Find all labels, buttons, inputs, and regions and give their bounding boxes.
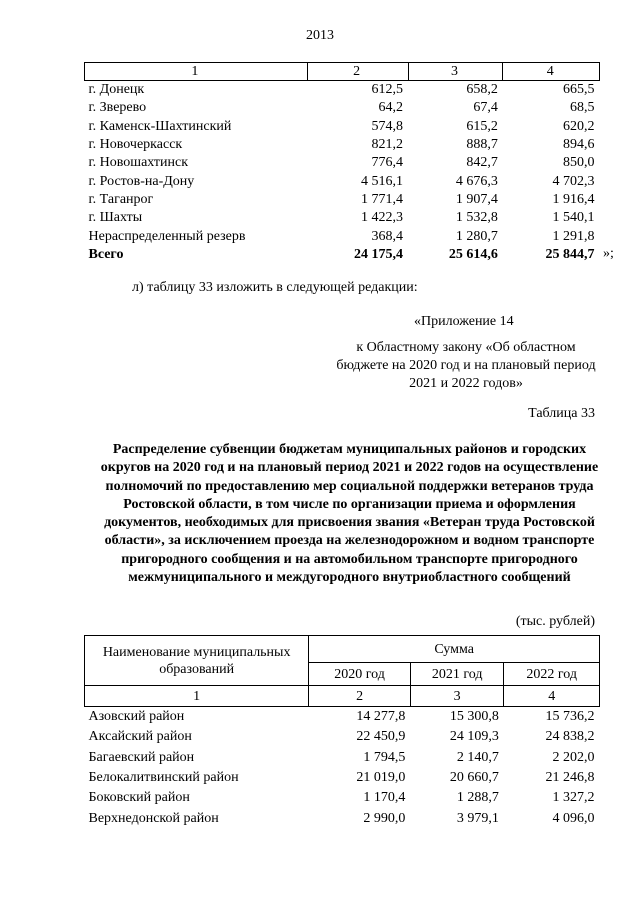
- municipality-name: г. Шахты: [88, 210, 143, 226]
- value-2021: 24 109,3: [449, 729, 499, 745]
- value-2022: 15 736,2: [545, 709, 595, 725]
- page-number: 2013: [306, 28, 334, 43]
- value-2020: 4 516,1: [361, 173, 404, 189]
- value-2022: 4 702,3: [552, 173, 595, 189]
- column-number: 1: [85, 63, 308, 81]
- value-2022: 2 202,0: [552, 749, 595, 765]
- value-2021: 20 660,7: [449, 770, 499, 786]
- table-row: [85, 788, 600, 808]
- value-2022: 68,5: [570, 100, 595, 116]
- table-row: [85, 99, 600, 117]
- municipality-name: Аксайский район: [88, 729, 192, 745]
- municipality-name: г. Донецк: [88, 82, 145, 98]
- value-2021: 67,4: [473, 100, 498, 116]
- municipality-name: Белокалитвинский район: [88, 770, 239, 786]
- year-header: 2020 год: [309, 663, 411, 686]
- sum-header: Сумма: [309, 636, 600, 663]
- value-2020: 64,2: [378, 100, 404, 116]
- table-number: Таблица 33: [528, 406, 595, 421]
- distribution-table-continued: [84, 62, 600, 264]
- column-number: 4: [504, 686, 600, 707]
- municipality-name: г. Таганрог: [88, 191, 154, 207]
- value-2021: 1 532,8: [455, 210, 498, 226]
- total-2020: 24 175,4: [354, 246, 404, 262]
- table-row: [85, 209, 600, 227]
- value-2021: 1 907,4: [455, 191, 498, 207]
- column-number: 2: [307, 63, 408, 81]
- municipality-name: Азовский район: [88, 709, 185, 725]
- value-2022: 665,5: [563, 82, 595, 98]
- column-number-row: [85, 686, 600, 707]
- value-2021: 842,7: [466, 155, 498, 171]
- table-row: [85, 172, 600, 190]
- value-2021: 615,2: [466, 118, 498, 134]
- value-2021: 1 288,7: [456, 790, 499, 806]
- column-number: 4: [503, 63, 600, 81]
- value-2021: 15 300,8: [449, 709, 499, 725]
- value-2022: 24 838,2: [545, 729, 595, 745]
- value-2020: 21 019,0: [356, 770, 406, 786]
- column-number: 2: [309, 686, 411, 707]
- total-label: Всего: [88, 246, 124, 262]
- value-2022: 21 246,8: [545, 770, 595, 786]
- value-2021: 888,7: [466, 137, 498, 153]
- year-header: 2021 год: [410, 663, 504, 686]
- table-row: [85, 136, 600, 154]
- municipality-name: г. Новочеркасск: [88, 137, 183, 153]
- column-number: 3: [410, 686, 504, 707]
- value-2022: 894,6: [563, 137, 595, 153]
- value-2020: 1 170,4: [363, 790, 406, 806]
- value-2020: 1 771,4: [361, 191, 404, 207]
- municipality-name: г. Ростов-на-Дону: [88, 173, 195, 189]
- municipality-name: Нераспределенный резерв: [88, 228, 246, 244]
- table-row: [85, 768, 600, 788]
- subvention-table: [84, 635, 600, 829]
- municipality-name: Верхнедонской район: [88, 810, 219, 826]
- value-2021: 658,2: [466, 82, 498, 98]
- closing-quote: »;: [603, 246, 614, 261]
- value-2022: 4 096,0: [552, 810, 595, 826]
- table-heading: Распределение субвенции бюджетам муниципальных районов и городских округов на 2020 год и на плановый период 2021 и 2022 годов на осуществление полномочий по предоставлению мер социальной поддержки ветеранов труда Ростовской области, в том числе по организации приема и оформления документов, необходимых для присвоения звания «Ветеран труда Ростовской области», за исключением проезда на железнодорожном и водном транспорте пригородного сообщения и на автомобильном транспорте пригородного межмуниципального и междугородного внутриобластного сообщений: [100, 442, 599, 586]
- value-2020: 368,4: [371, 228, 404, 244]
- value-2020: 14 277,8: [356, 709, 406, 725]
- column-number: 1: [85, 686, 309, 707]
- value-2020: 574,8: [371, 118, 404, 134]
- total-2021: 25 614,6: [448, 246, 498, 262]
- value-2022: 1 540,1: [552, 210, 595, 226]
- value-2022: 1 291,8: [552, 228, 595, 244]
- value-2022: 1 916,4: [552, 191, 595, 207]
- municipality-name: Багаевский район: [88, 749, 195, 765]
- total-row: [85, 246, 600, 264]
- header-row: [85, 636, 600, 663]
- value-2022: 1 327,2: [552, 790, 595, 806]
- name-column-header: Наименование муниципальных образований: [85, 636, 309, 686]
- value-2020: 2 990,0: [363, 810, 406, 826]
- column-number-row: [85, 63, 600, 81]
- appendix-title: «Приложение 14: [414, 314, 514, 329]
- amendment-text: л) таблицу 33 изложить в следующей редакции:: [132, 280, 418, 295]
- table-row: [85, 154, 600, 172]
- value-2020: 612,5: [371, 82, 404, 98]
- value-2021: 2 140,7: [456, 749, 499, 765]
- units-label: (тыс. рублей): [515, 614, 595, 629]
- table-row: [85, 727, 600, 747]
- value-2022: 620,2: [563, 118, 595, 134]
- table-row: [85, 227, 600, 245]
- table-row: [85, 748, 600, 768]
- table-row: [85, 808, 600, 828]
- table-row: [85, 707, 600, 728]
- value-2021: 1 280,7: [455, 228, 498, 244]
- value-2020: 821,2: [371, 137, 404, 153]
- table-row: [85, 118, 600, 136]
- municipality-name: г. Новошахтинск: [88, 155, 189, 171]
- municipality-name: г. Зверево: [88, 100, 147, 116]
- value-2020: 22 450,9: [356, 729, 406, 745]
- table-row: [85, 81, 600, 100]
- municipality-name: г. Каменск-Шахтинский: [88, 118, 232, 134]
- year-header: 2022 год: [504, 663, 600, 686]
- municipality-name: Боковский район: [88, 790, 190, 806]
- total-2022: 25 844,7: [545, 246, 595, 262]
- appendix-reference: к Областному закону «Об областном бюджете на 2020 год и на плановый период 2021 и 2022 годов»: [336, 340, 596, 391]
- column-number: 3: [408, 63, 503, 81]
- value-2021: 3 979,1: [456, 810, 499, 826]
- value-2020: 776,4: [371, 155, 404, 171]
- value-2021: 4 676,3: [455, 173, 498, 189]
- value-2022: 850,0: [563, 155, 595, 171]
- table-row: [85, 191, 600, 209]
- value-2020: 1 422,3: [361, 210, 404, 226]
- value-2020: 1 794,5: [363, 749, 406, 765]
